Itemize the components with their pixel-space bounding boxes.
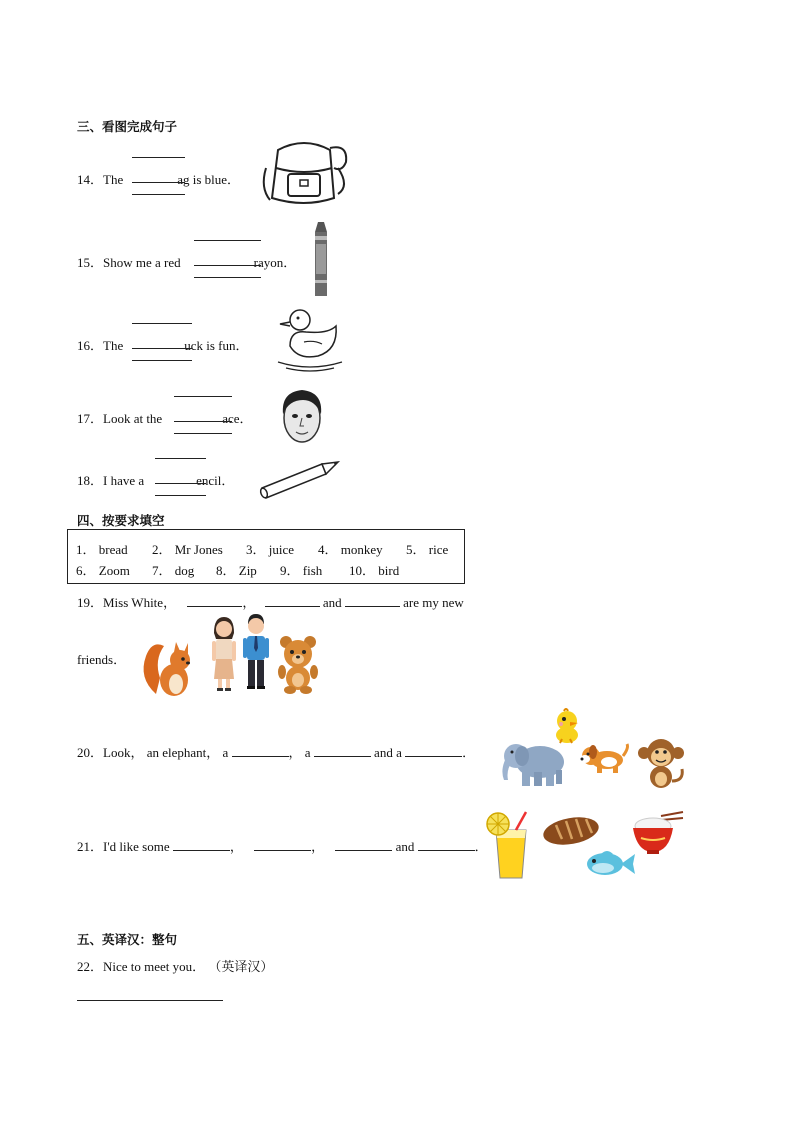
word-item: 3． juice xyxy=(246,542,295,557)
answer-line[interactable] xyxy=(132,360,192,361)
answer-blank[interactable] xyxy=(187,592,242,607)
comma: ， a xyxy=(288,745,311,760)
section-4-title: 四、按要求填空 xyxy=(77,513,165,528)
comma: ， xyxy=(229,839,243,854)
answer-line[interactable] xyxy=(132,348,192,349)
and-a-words: and a xyxy=(374,745,402,760)
question-18 xyxy=(77,470,234,489)
question-14 xyxy=(77,169,240,188)
answer-blank[interactable] xyxy=(232,742,289,757)
squirrel-picture xyxy=(138,638,196,698)
section-3-title: 三、看图完成句子 xyxy=(77,119,178,134)
bread-picture xyxy=(542,815,600,847)
fish-picture xyxy=(585,848,637,878)
and-word: and xyxy=(322,595,342,610)
mr-jones-picture xyxy=(243,614,269,690)
answer-blank[interactable] xyxy=(254,836,311,851)
word-item: 6． Zoom xyxy=(76,563,130,578)
monkey-picture xyxy=(636,737,686,791)
comma: ， xyxy=(242,595,256,610)
answer-blank[interactable] xyxy=(173,836,230,851)
question-14-end: ag is blue． xyxy=(177,172,241,187)
question-19 xyxy=(77,592,464,611)
answer-blank[interactable] xyxy=(345,592,400,607)
question-16-end: uck is fun． xyxy=(184,338,249,353)
question-15 xyxy=(77,252,296,271)
answer-line[interactable] xyxy=(194,240,261,241)
answer-blank[interactable] xyxy=(265,592,320,607)
question-15-end: rayon． xyxy=(253,255,297,270)
answer-blank[interactable] xyxy=(418,836,475,851)
question-17-end: ace． xyxy=(222,411,253,426)
question-18-start: 18．I have a xyxy=(77,473,145,488)
section-5-title: 五、英译汉：整句 xyxy=(77,932,178,947)
period: ． xyxy=(474,839,488,854)
word-item: 7． dog xyxy=(152,563,195,578)
answer-blank[interactable] xyxy=(335,836,392,851)
word-item: 8． Zip xyxy=(216,563,257,578)
miss-white-picture xyxy=(210,617,238,691)
rice-picture xyxy=(631,812,685,854)
answer-line[interactable] xyxy=(174,421,232,422)
answer-blank[interactable] xyxy=(314,742,371,757)
and-word: and xyxy=(395,839,415,854)
question-17 xyxy=(77,408,253,427)
answer-line[interactable] xyxy=(155,483,206,484)
juice-picture xyxy=(486,810,532,882)
answer-line[interactable] xyxy=(77,1000,223,1001)
answer-line[interactable] xyxy=(194,277,261,278)
question-15-start: 15．Show me a red xyxy=(77,255,181,270)
dog-picture xyxy=(579,742,629,774)
answer-blank[interactable] xyxy=(405,742,462,757)
word-item: 10． bird xyxy=(349,563,400,578)
question-14-start: 14．The xyxy=(77,172,124,187)
question-20 xyxy=(77,742,475,761)
answer-line[interactable] xyxy=(155,495,206,496)
schoolbag-picture xyxy=(258,138,350,208)
word-item: 9． fish xyxy=(280,563,323,578)
answer-line[interactable] xyxy=(174,396,232,397)
question-21-start: 21．I'd like some xyxy=(77,839,170,854)
answer-line[interactable] xyxy=(132,194,185,195)
answer-line[interactable] xyxy=(174,433,232,434)
answer-line[interactable] xyxy=(155,458,206,459)
question-19-end: are my new xyxy=(403,595,464,610)
question-18-end: encil． xyxy=(196,473,235,488)
question-19-line-2: friends． xyxy=(77,652,127,667)
question-16 xyxy=(77,335,249,354)
word-item: 5． rice xyxy=(406,542,449,557)
question-20-start: 20．Look， an elephant， a xyxy=(77,745,229,760)
answer-line[interactable] xyxy=(194,265,261,266)
question-17-start: 17．Look at the xyxy=(77,411,163,426)
question-21 xyxy=(77,836,488,855)
duck-picture xyxy=(276,306,344,374)
word-item: 1． bread xyxy=(76,542,128,557)
word-item: 2． Mr Jones xyxy=(152,542,223,557)
question-16-start: 16．The xyxy=(77,338,124,353)
face-picture xyxy=(279,386,325,446)
pencil-picture xyxy=(256,460,340,500)
bird-picture xyxy=(552,707,582,745)
elephant-picture xyxy=(500,740,568,788)
answer-line[interactable] xyxy=(132,157,185,158)
crayon-picture xyxy=(312,222,330,298)
comma: ， xyxy=(311,839,325,854)
bear-picture xyxy=(278,636,318,694)
answer-line[interactable] xyxy=(132,323,192,324)
word-item: 4． monkey xyxy=(318,542,383,557)
question-19-start: 19．Miss White， xyxy=(77,595,177,610)
answer-line[interactable] xyxy=(132,182,185,183)
period: ． xyxy=(462,745,476,760)
question-22: 22．Nice to meet you． （英译汉） xyxy=(77,959,274,974)
